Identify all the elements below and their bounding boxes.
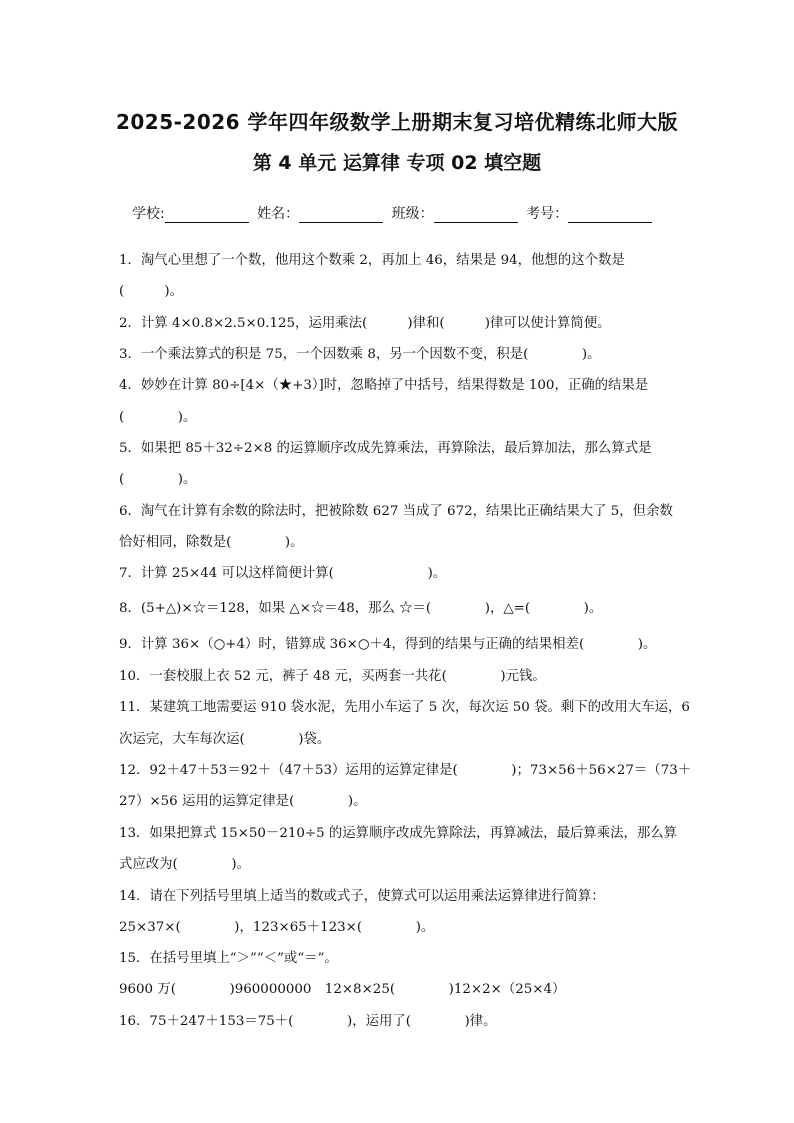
question-line: 7．计算 25×44 可以这样简便计算( )。 — [119, 566, 447, 581]
school-label: 学校: — [132, 206, 165, 222]
class-label: 班级： — [391, 206, 434, 222]
question-line: 2．计算 4×0.8×2.5×0.125，运用乘法( )律和( )律可以使计算简便。 — [119, 316, 611, 331]
question-line: 4．妙妙在计算 80÷[4×（★+3）]时，忽略掉了中括号，结果得数是 100，正确的结果是 — [119, 378, 649, 393]
question-line: 恰好相同，除数是( )。 — [119, 535, 304, 550]
question-line: 27）×56 运用的运算定律是( )。 — [119, 794, 367, 809]
name-blank[interactable] — [299, 208, 383, 223]
question-line: 式应改为( )。 — [119, 857, 250, 872]
question-line: 12．92＋47＋53＝92＋（47＋53）运用的运算定律是( )；73×56＋56×27＝（73＋ — [119, 763, 692, 778]
question-line: 16．75＋247＋153＝75＋( )，运用了( )律。 — [119, 1014, 497, 1029]
question-line: 25×37×( )，123×65＋123×( )。 — [119, 920, 435, 935]
number-blank[interactable] — [568, 208, 652, 223]
question-line: 1．淘气心里想了一个数，他用这个数乘 2，再加上 46，结果是 94，他想的这个数是 — [119, 253, 625, 268]
question-line: 5．如果把 85＋32÷2×8 的运算顺序改成先算乘法，再算除法，最后算加法，那么算式是 — [119, 441, 652, 456]
student-info-row — [132, 203, 656, 223]
class-blank[interactable] — [434, 208, 518, 223]
question-line: 8．(5+△)×☆＝128，如果 △×☆＝48，那么 ☆＝( )，△=( )。 — [119, 601, 603, 616]
question-line: 6．淘气在计算有余数的除法时，把被除数 627 当成了 672，结果比正确结果大了 5，但余数 — [119, 504, 673, 519]
question-line: ( )。 — [119, 472, 197, 487]
page-title: 2025-2026 学年四年级数学上册期末复习培优精练北师大版 — [115, 110, 679, 134]
question-line: 11．某建筑工地需要运 910 袋水泥，先用小车运了 5 次，每次运 50 袋。剩下的改用大车运，6 — [119, 700, 690, 715]
question-line: 次运完，大车每次运( )袋。 — [119, 732, 331, 747]
question-line: 14．请在下列括号里填上适当的数或式子，使算式可以运用乘法运算律进行简算： — [119, 889, 605, 904]
page-subtitle: 第 4 单元 运算律 专项 02 填空题 — [252, 152, 542, 174]
question-line: 15．在括号里填上“＞”“＜”或“＝”。 — [119, 951, 338, 966]
number-label: 考号： — [526, 206, 569, 222]
school-blank[interactable] — [165, 208, 249, 223]
question-line: ( )。 — [119, 284, 184, 299]
name-label: 姓名： — [257, 206, 300, 222]
question-line: ( )。 — [119, 410, 197, 425]
question-line: 13．如果把算式 15×50－210÷5 的运算顺序改成先算除法，再算减法，最后算乘法，那么算 — [119, 826, 678, 841]
question-line: 3．一个乘法算式的积是 75，一个因数乘 8，另一个因数不变，积是( )。 — [119, 347, 601, 362]
question-line: 10．一套校服上衣 52 元，裤子 48 元，买两套一共花( )元钱。 — [119, 669, 546, 684]
question-line: 9600 万( )960000000 12×8×25( )12×2×（25×4） — [119, 982, 566, 997]
question-line: 9．计算 36×（○+4）时，错算成 36×○＋4，得到的结果与正确的结果相差( )。 — [119, 637, 657, 652]
